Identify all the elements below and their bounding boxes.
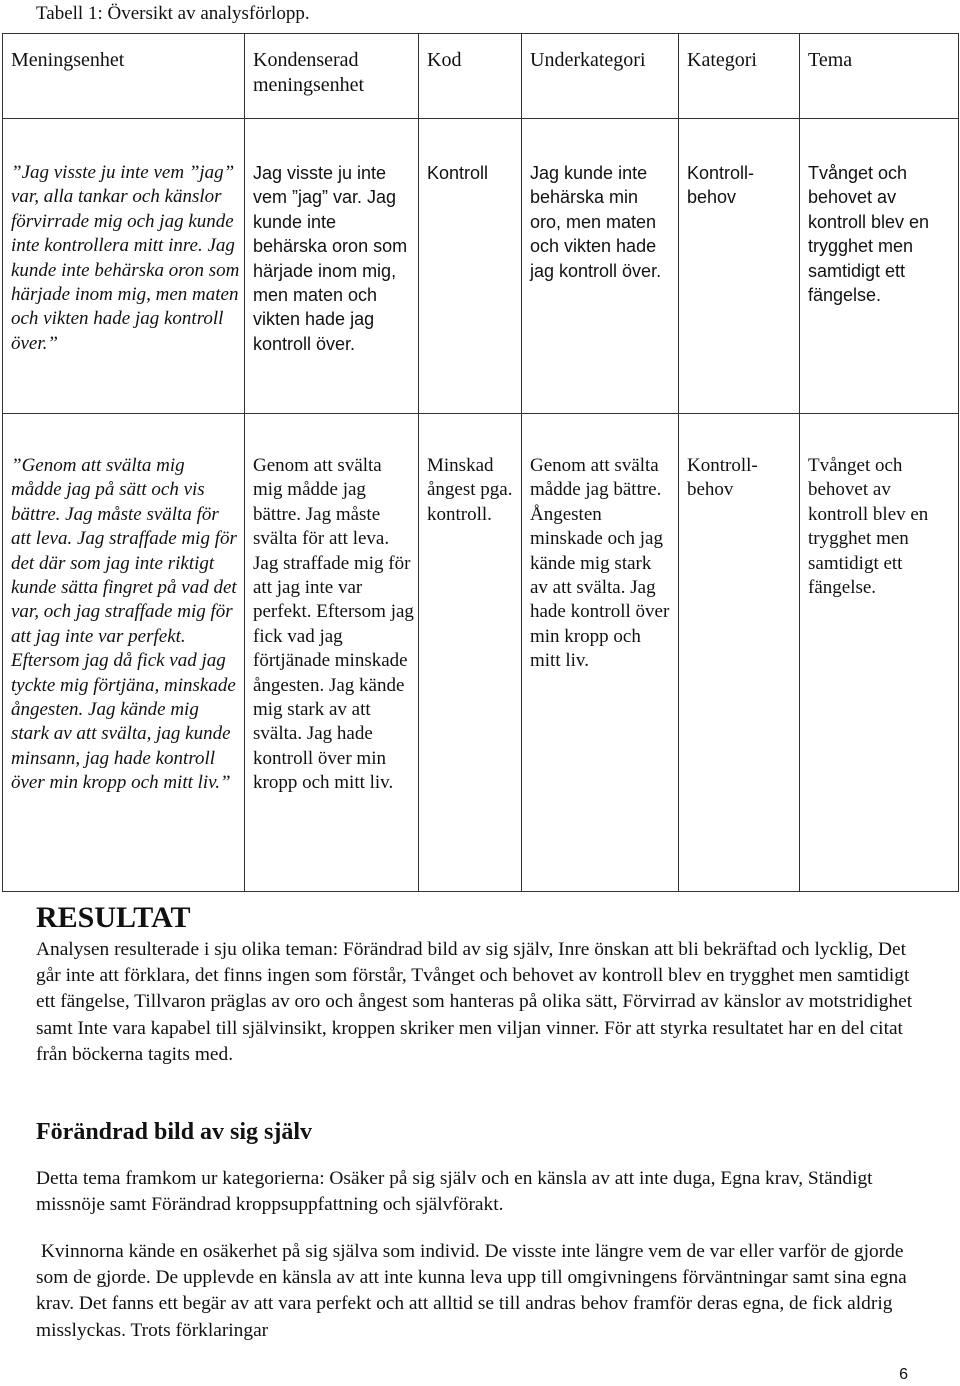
kategori-cell: Kontroll-behov xyxy=(679,414,800,892)
column-header-tema: Tema xyxy=(800,34,959,119)
tema-cell: Tvånget och behovet av kontroll blev en trygghet men samtidigt ett fängelse. xyxy=(800,119,959,414)
page-number: 6 xyxy=(899,1366,908,1383)
underkategori-cell: Jag kunde inte behärska min oro, men maten och vikten hade jag kontroll över. xyxy=(522,119,679,414)
table-caption: Tabell 1: Översikt av analysförlopp. xyxy=(36,3,310,24)
tema-cell: Tvånget och behovet av kontroll blev en trygghet men samtidigt ett fängelse. xyxy=(800,414,959,892)
results-heading: RESULTAT xyxy=(36,901,191,934)
table-row xyxy=(3,119,959,414)
column-header-kod: Kod xyxy=(419,34,522,119)
kondenserad-cell: Genom att svälta mig mådde jag bättre. Jag måste svälta för att leva. Jag straffade mig för att jag inte var perfekt. Eftersom jag fick vad jag förtjänade minskade ångesten. Jag kände mig stark av att svälta. Jag hade kontroll över min kropp och mitt liv. xyxy=(245,414,419,892)
kod-cell: Minskad ångest pga. kontroll. xyxy=(419,414,522,892)
analysis-table xyxy=(2,33,959,892)
underkategori-cell: Genom att svälta mådde jag bättre. Ångesten minskade och jag kände mig stark av att svälta. Jag hade kontroll över min kropp och mitt liv. xyxy=(522,414,679,892)
kod-cell: Kontroll xyxy=(419,119,522,414)
column-header-meningsenhet: Meningsenhet xyxy=(3,34,245,119)
section-paragraph-1: Detta tema framkom ur kategorierna: Osäker på sig själv och en känsla av att inte duga, Egna krav, Ständigt missnöje samt Förändrad kroppsuppfattning och självförakt. xyxy=(36,1168,873,1216)
section-paragraph-2: Kvinnorna kände en osäkerhet på sig själva som individ. De visste inte längre vem de var eller varför de gjorde som de gjorde. De upplevde en känsla av att inte kunna leva upp till omgivningens förväntningar samt sina egna krav. Det fanns ett begär av att vara perfekt och att alltid se till andras behov framför deras egna, de fick aldrig misslyckas. Trots förklaringar xyxy=(36,1241,912,1341)
table-row xyxy=(3,414,959,892)
table-header-row xyxy=(3,34,959,119)
meningsenhet-cell: ”Genom att svälta mig mådde jag på sätt och vis bättre. Jag måste svälta för att leva. Jag straffade mig för det där som jag inte riktigt kunde sätta fingret på vad det var, och jag straffade mig för att jag inte var perfekt. Eftersom jag då fick vad jag tyckte mig förtjäna, minskade ångesten. Jag kände mig stark av att svälta, jag kunde minsann, jag hade kontroll över min kropp och mitt liv.” xyxy=(3,414,245,892)
column-header-kategori: Kategori xyxy=(679,34,800,119)
column-header-underkategori: Underkategori xyxy=(522,34,679,119)
section-heading: Förändrad bild av sig själv xyxy=(36,1119,313,1145)
column-header-kondenserad-meningsenhet: Kondenserad meningsenhet xyxy=(245,34,419,119)
kondenserad-cell: Jag visste ju inte vem ”jag” var. Jag kunde inte behärska oron som härjade inom mig, men maten och vikten hade jag kontroll över. xyxy=(245,119,419,414)
kategori-cell: Kontroll-behov xyxy=(679,119,800,414)
meningsenhet-cell: ”Jag visste ju inte vem ”jag” var, alla tankar och känslor förvirrade mig och jag kunde inte kontrollera mitt inre. Jag kunde inte behärska oron som härjade inom mig, men maten och vikten hade jag kontroll över.” xyxy=(3,119,245,414)
results-intro-paragraph: Analysen resulterade i sju olika teman: Förändrad bild av sig själv, Inre önskan att bli bekräftad och lycklig, Det går inte att förklara, det finns ingen som förstår, Tvånget och behovet av kontroll blev en trygghet men samtidigt ett fängelse, Tillvaron präglas av oro och ångest som hanteras på olika sätt, Förvirrad av känslor av motstridighet samt Inte vara kapabel till självinsikt, kroppen skriker men viljan vinner. För att styrka resultatet har en del citat från böckerna tagits med. xyxy=(36,939,913,1065)
